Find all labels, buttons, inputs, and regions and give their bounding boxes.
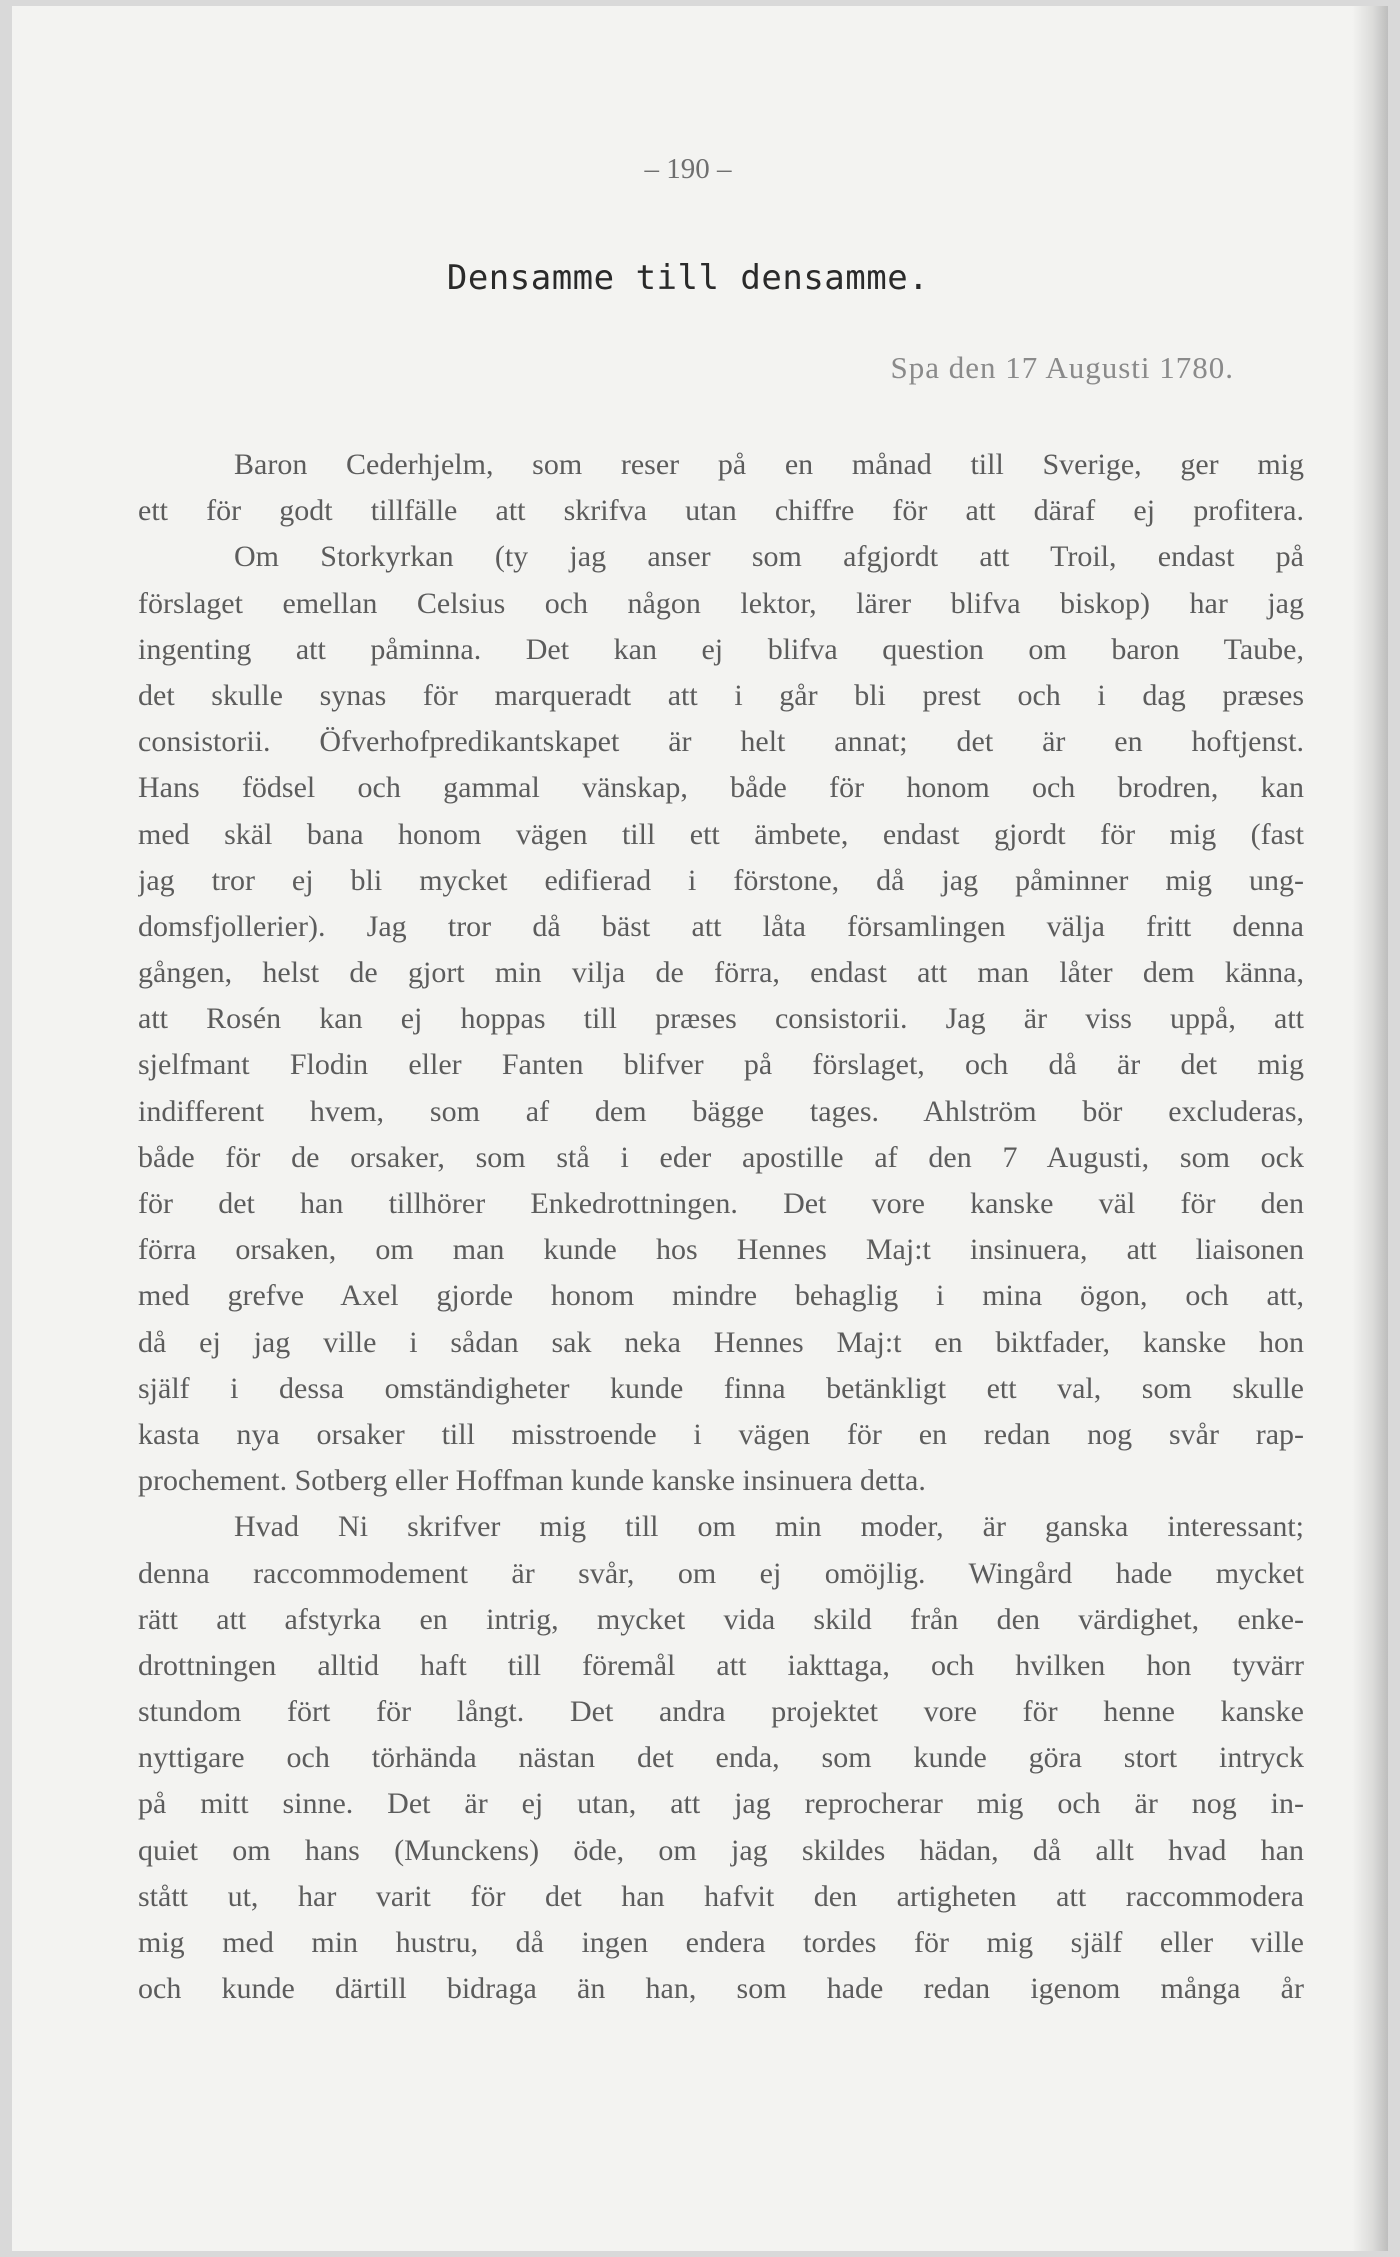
letter-body bbox=[138, 442, 1304, 2012]
text-line: Baron Cederhjelm, som reser på en månad till Sverige, ger mig bbox=[234, 448, 1304, 481]
text-line: ett för godt tillfälle att skrifva utan chiffre för att däraf ej profitera. bbox=[138, 494, 1304, 528]
text-line: stått ut, har varit för det han hafvit den artigheten att raccommodera bbox=[138, 1879, 1304, 1913]
text-line: sjelfmant Flodin eller Fanten blifver på förslaget, och då är det mig bbox=[138, 1048, 1304, 1082]
text-line: med skäl bana honom vägen till ett ämbete, endast gjordt för mig (fast bbox=[138, 817, 1304, 851]
text-line: och kunde därtill bidraga än han, som hade redan igenom många år bbox=[138, 1972, 1304, 2006]
text-line: Hans födsel och gammal vänskap, både för honom och brodren, kan bbox=[138, 771, 1304, 805]
text-line: förslaget emellan Celsius och någon lektor, lärer blifva biskop) har jag bbox=[138, 586, 1304, 620]
page-number: – 190 – bbox=[644, 153, 732, 185]
text-line: på mitt sinne. Det är ej utan, att jag reprocherar mig och är nog in- bbox=[138, 1787, 1304, 1821]
text-line: med grefve Axel gjorde honom mindre behaglig i mina ögon, och att, bbox=[138, 1279, 1304, 1313]
text-line: drottningen alltid haft till föremål att iakttaga, och hvilken hon tyvärr bbox=[138, 1648, 1304, 1682]
text-line: quiet om hans (Munckens) öde, om jag skildes hädan, då allt hvad han bbox=[138, 1833, 1304, 1867]
text-line: rätt att afstyrka en intrig, mycket vida skild från den värdighet, enke- bbox=[138, 1602, 1304, 1636]
dateline: Spa den 17 Augusti 1780. bbox=[890, 350, 1234, 385]
text-line: domsfjollerier). Jag tror då bäst att låta församlingen välja fritt denna bbox=[138, 909, 1304, 943]
text-line: gången, helst de gjort min vilja de förra, endast att man låter dem känna, bbox=[138, 956, 1304, 990]
text-line: Om Storkyrkan (ty jag anser som afgjordt att Troil, endast på bbox=[234, 540, 1304, 574]
text-line: mig med min hustru, då ingen endera tordes för mig själf eller ville bbox=[138, 1926, 1304, 1959]
text-line: kasta nya orsaker till misstroende i vägen för en redan nog svår rap- bbox=[138, 1417, 1304, 1451]
text-line: både för de orsaker, som stå i eder apostille af den 7 Augusti, som ock bbox=[138, 1140, 1304, 1174]
text-line: för det han tillhörer Enkedrottningen. Det vore kanske väl för den bbox=[138, 1187, 1304, 1220]
text-line: förra orsaken, om man kunde hos Hennes Maj:t insinuera, att liaisonen bbox=[138, 1233, 1304, 1267]
text-line: själf i dessa omständigheter kunde finna betänkligt ett val, som skulle bbox=[138, 1371, 1304, 1405]
text-line: nyttigare och törhända nästan det enda, som kunde göra stort intryck bbox=[138, 1741, 1304, 1775]
text-line: det skulle synas för marqueradt att i går bli prest och i dag præses bbox=[138, 678, 1304, 712]
text-line: consistorii. Öfverhofpredikantskapet är helt annat; det är en hoftjenst. bbox=[138, 725, 1304, 759]
text-line: Hvad Ni skrifver mig till om min moder, är ganska interessant; bbox=[234, 1510, 1304, 1544]
text-line: prochement. Sotberg eller Hoffman kunde kanske insinuera detta. bbox=[138, 1464, 926, 1498]
text-line: denna raccommodement är svår, om ej omöjlig. Wingård hade mycket bbox=[138, 1556, 1304, 1590]
text-line: stundom fört för långt. Det andra projektet vore för henne kanske bbox=[138, 1695, 1304, 1729]
text-line: att Rosén kan ej hoppas till præses consistorii. Jag är viss uppå, att bbox=[138, 1002, 1304, 1036]
text-line: ingenting att påminna. Det kan ej blifva question om baron Taube, bbox=[138, 632, 1304, 666]
letter-title: Densamme till densamme. bbox=[446, 258, 930, 298]
text-line: då ej jag ville i sådan sak neka Hennes Maj:t en biktfader, kanske hon bbox=[138, 1325, 1304, 1359]
text-line: indifferent hvem, som af dem bägge tages. Ahlström bör excluderas, bbox=[138, 1094, 1304, 1128]
text-line: jag tror ej bli mycket edifierad i förstone, då jag påminner mig ung- bbox=[138, 863, 1304, 897]
